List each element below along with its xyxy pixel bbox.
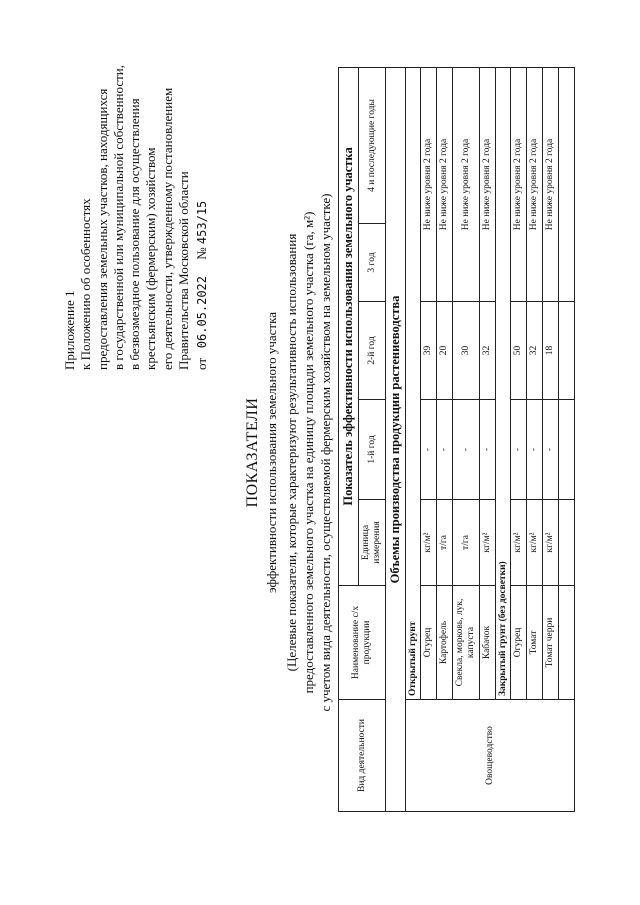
- unit-cell: кг/м²: [480, 500, 496, 586]
- year1-cell: -: [437, 400, 453, 500]
- order-date: 06.05.2022: [195, 275, 210, 349]
- product-cell: Картофель: [437, 586, 453, 700]
- product-cell: Огурец: [421, 586, 437, 700]
- year2-cell: 30: [453, 302, 480, 400]
- header-line: предоставления земельных участков, находящихся: [94, 88, 110, 370]
- column-header-product: Наименование с/х продукции: [339, 586, 386, 700]
- header-line: Правительства Московской области: [176, 171, 192, 370]
- order-reference: [194, 10, 210, 370]
- year1-cell: -: [453, 400, 480, 500]
- column-header-year2: 2-й год: [359, 302, 386, 400]
- year34-cell: Не ниже уровня 2 года: [437, 67, 453, 301]
- document-description: предоставленного земельного участка на единицу площади земельного участка (га, м²): [301, 211, 316, 694]
- unit-cell: кг/м²: [543, 500, 559, 586]
- column-header-year3: 3 год: [359, 224, 386, 302]
- order-number-label: №: [194, 247, 210, 260]
- header-line: крестьянским (фермерским) хозяйством: [143, 147, 159, 370]
- header-line: его деятельности, утвержденному постановлением: [159, 87, 175, 370]
- header-line: в государственной или муниципальной собственности,: [110, 65, 126, 370]
- year34-cell: Не ниже уровня 2 года: [453, 67, 480, 301]
- section-title: Объемы производства продукции растениеводства: [386, 67, 406, 811]
- column-header-unit: Единица измерения: [359, 500, 386, 586]
- unit-cell: кг/м²: [421, 500, 437, 586]
- year2-cell: 39: [421, 302, 437, 400]
- appendix-header: [62, 10, 211, 370]
- group-closed-ground: Закрытый грунт (без досветки): [496, 67, 511, 699]
- year1-cell: -: [511, 400, 527, 500]
- product-cell: Огурец: [511, 586, 527, 700]
- document-description: (Целевые показатели, которые характеризуют результативность использования: [284, 233, 299, 672]
- column-group-header: Показатель эффективности использования земельного участка: [339, 67, 359, 585]
- document-title: ПОКАЗАТЕЛИ: [244, 397, 261, 508]
- activity-name: Овощеводство: [406, 700, 575, 812]
- header-line: к Положению об особенностях: [78, 198, 94, 370]
- year2-cell: 32: [527, 302, 543, 400]
- year34-cell: Не ниже уровня 2 года: [543, 67, 559, 301]
- group-open-ground: Открытый грунт: [406, 67, 421, 699]
- document-description: с учетом вида деятельности, осуществляемой фермерским хозяйством на земельном участке): [318, 193, 333, 712]
- year34-cell: Не ниже уровня 2 года: [480, 67, 496, 301]
- year34-cell: Не ниже уровня 2 года: [527, 67, 543, 301]
- document-subtitle: эффективности использования земельного участка: [264, 312, 279, 593]
- product-cell: Томат черри: [543, 586, 559, 700]
- product-cell: Свекла, морковь, лук, капуста: [453, 586, 480, 700]
- order-number: 453/15: [195, 200, 210, 245]
- unit-cell: кг/м²: [527, 500, 543, 586]
- product-cell: Томат: [527, 586, 543, 700]
- order-prefix: от: [194, 357, 210, 370]
- year2-cell: 32: [480, 302, 496, 400]
- year1-cell: -: [421, 400, 437, 500]
- year2-cell: 20: [437, 302, 453, 400]
- year1-cell: -: [543, 400, 559, 500]
- year1-cell: -: [480, 400, 496, 500]
- unit-cell: т/га: [437, 500, 453, 586]
- year34-cell: Не ниже уровня 2 года: [511, 67, 527, 301]
- header-line: в безвозмездное пользование для осуществления: [127, 98, 143, 370]
- product-cell: Кабачок: [480, 586, 496, 700]
- year34-cell: Не ниже уровня 2 года: [421, 67, 437, 301]
- year2-cell: 50: [511, 302, 527, 400]
- year2-cell: 18: [543, 302, 559, 400]
- column-header-year1: 1-й год: [359, 400, 386, 500]
- unit-cell: т/га: [453, 500, 480, 586]
- unit-cell: кг/м²: [511, 500, 527, 586]
- column-header-activity: Вид деятельности: [339, 700, 386, 812]
- header-line: Приложение 1: [62, 290, 77, 370]
- column-header-year4: 4 и последующие годы: [359, 67, 386, 223]
- indicators-table: [338, 67, 575, 812]
- year1-cell: -: [527, 400, 543, 500]
